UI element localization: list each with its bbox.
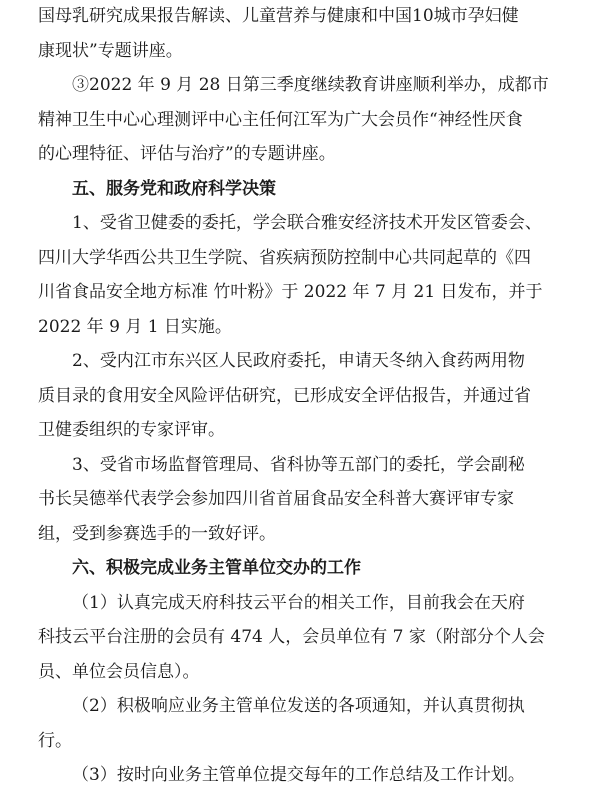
text-line: 质目录的食用安全风险评估研究，已形成安全评估报告，并通过省 xyxy=(38,385,531,406)
text-line: （2）积极响应业务主管单位发送的各项通知，并认真贯彻执 xyxy=(72,696,525,716)
text-line: （1）认真完成天府科技云平台的相关工作，目前我会在天府 xyxy=(72,592,525,613)
text-line: 精神卫生中心心理测评中心主任何江军为广大会员作“神经性厌食 xyxy=(38,109,523,130)
text-line: 康现状”专题讲座。 xyxy=(38,40,183,61)
text-line: 2022 年 9 月 1 日实施。 xyxy=(38,316,232,337)
text-line: 员、单位会员信息）。 xyxy=(38,661,200,682)
text-line: 组，受到参赛选手的一致好评。 xyxy=(38,523,276,544)
text-line: 书长吴德举代表学会参加四川省首届食品安全科普大赛评审专家 xyxy=(38,489,514,509)
text-line: 1、受省卫健委的委托，学会联合雅安经济技术开发区管委会、 xyxy=(72,213,542,233)
text-line: 的心理特征、评估与治疗”的专题讲座。 xyxy=(38,144,336,164)
text-line: 四川大学华西公共卫生学院、省疾病预防控制中心共同起草的《四 xyxy=(38,247,531,268)
text-line: 2、受内江市东兴区人民政府委托，申请天冬纳入食药两用物 xyxy=(72,351,525,371)
section-heading: 六、积极完成业务主管单位交办的工作 xyxy=(72,558,361,578)
text-line: ③2022 年 9 月 28 日第三季度继续教育讲座顺利举办，成都市 xyxy=(72,75,549,95)
text-line: （3）按时向业务主管单位提交每年的工作总结及工作计划。 xyxy=(72,765,525,785)
text-line: 卫健委组织的专家评审。 xyxy=(38,420,225,440)
text-line: 国母乳研究成果报告解读、儿童营养与健康和中国10城市孕妇健 xyxy=(38,6,519,26)
text-line: 3、受省市场监督管理局、省科协等五部门的委托，学会副秘 xyxy=(72,454,525,475)
text-line: 川省食品安全地方标准 竹叶粉》于 2022 年 7 月 21 日发布，并于 xyxy=(38,282,543,302)
text-line: 科技云平台注册的会员有 474 人，会员单位有 7 家（附部分个人会 xyxy=(38,627,545,647)
text-line: 行。 xyxy=(38,730,72,751)
section-heading: 五、服务党和政府科学决策 xyxy=(72,178,276,199)
